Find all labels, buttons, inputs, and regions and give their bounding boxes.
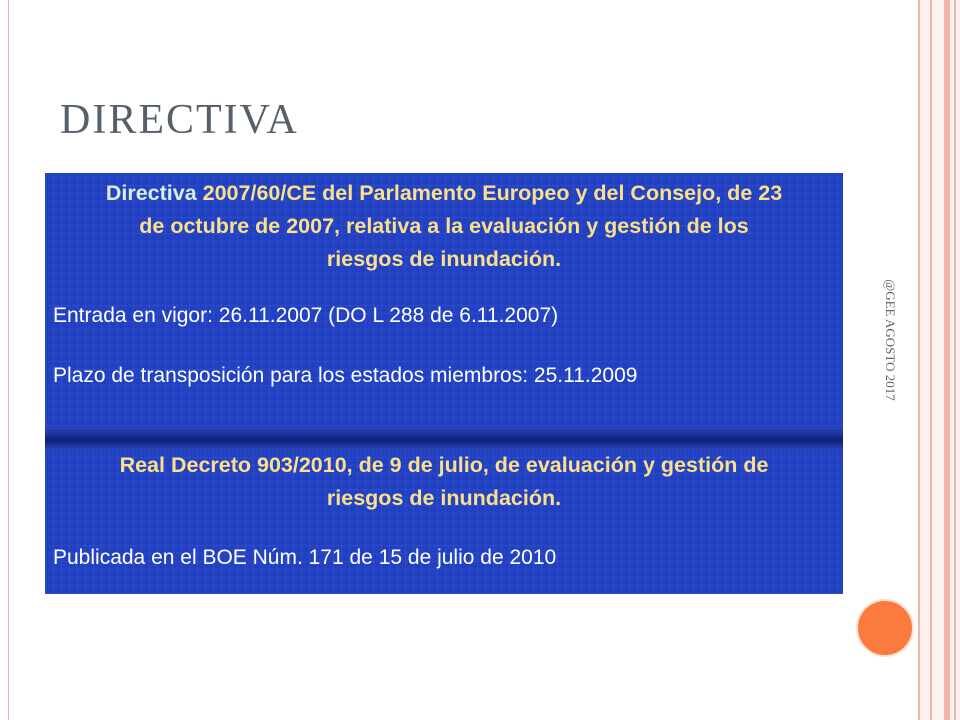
right-frame-line <box>954 0 956 720</box>
decree-heading-line2: riesgos de inundación. <box>326 486 562 510</box>
slide-title: DIRECTIVA <box>60 97 299 143</box>
directive-heading-line1-rest: 2007/60/CE del Parlamento Europeo y del Consejo, de 23 <box>196 181 783 205</box>
entry-into-force-text: Entrada en vigor: 26.11.2007 (DO L 288 de 6.11.2007) <box>53 304 559 327</box>
decorative-circle-icon <box>856 599 914 657</box>
right-frame-line <box>918 0 920 720</box>
right-frame-line <box>930 0 932 720</box>
right-frame-line <box>944 0 950 720</box>
transposition-deadline-text: Plazo de transposición para los estados miembros: 25.11.2009 <box>53 364 638 387</box>
directive-heading-line1 <box>45 177 843 210</box>
left-frame-line <box>8 0 9 720</box>
decree-heading <box>45 449 843 515</box>
decree-heading-line1: Real Decreto 903/2010, de 9 de julio, de evaluación y gestión de <box>119 453 769 477</box>
directive-heading-line3: riesgos de inundación. <box>326 247 562 271</box>
side-footer-label: @GEE AGOSTO 2017 <box>883 279 898 401</box>
directive-heading-line2: de octubre de 2007, relativa a la evaluación y gestión de los <box>139 214 749 238</box>
directive-heading-first-word: Directiva <box>105 181 197 205</box>
section-divider <box>45 428 843 450</box>
directive-info-image <box>45 173 843 594</box>
publication-text: Publicada en el BOE Núm. 171 de 15 de julio de 2010 <box>53 546 557 569</box>
directive-heading <box>45 177 843 276</box>
